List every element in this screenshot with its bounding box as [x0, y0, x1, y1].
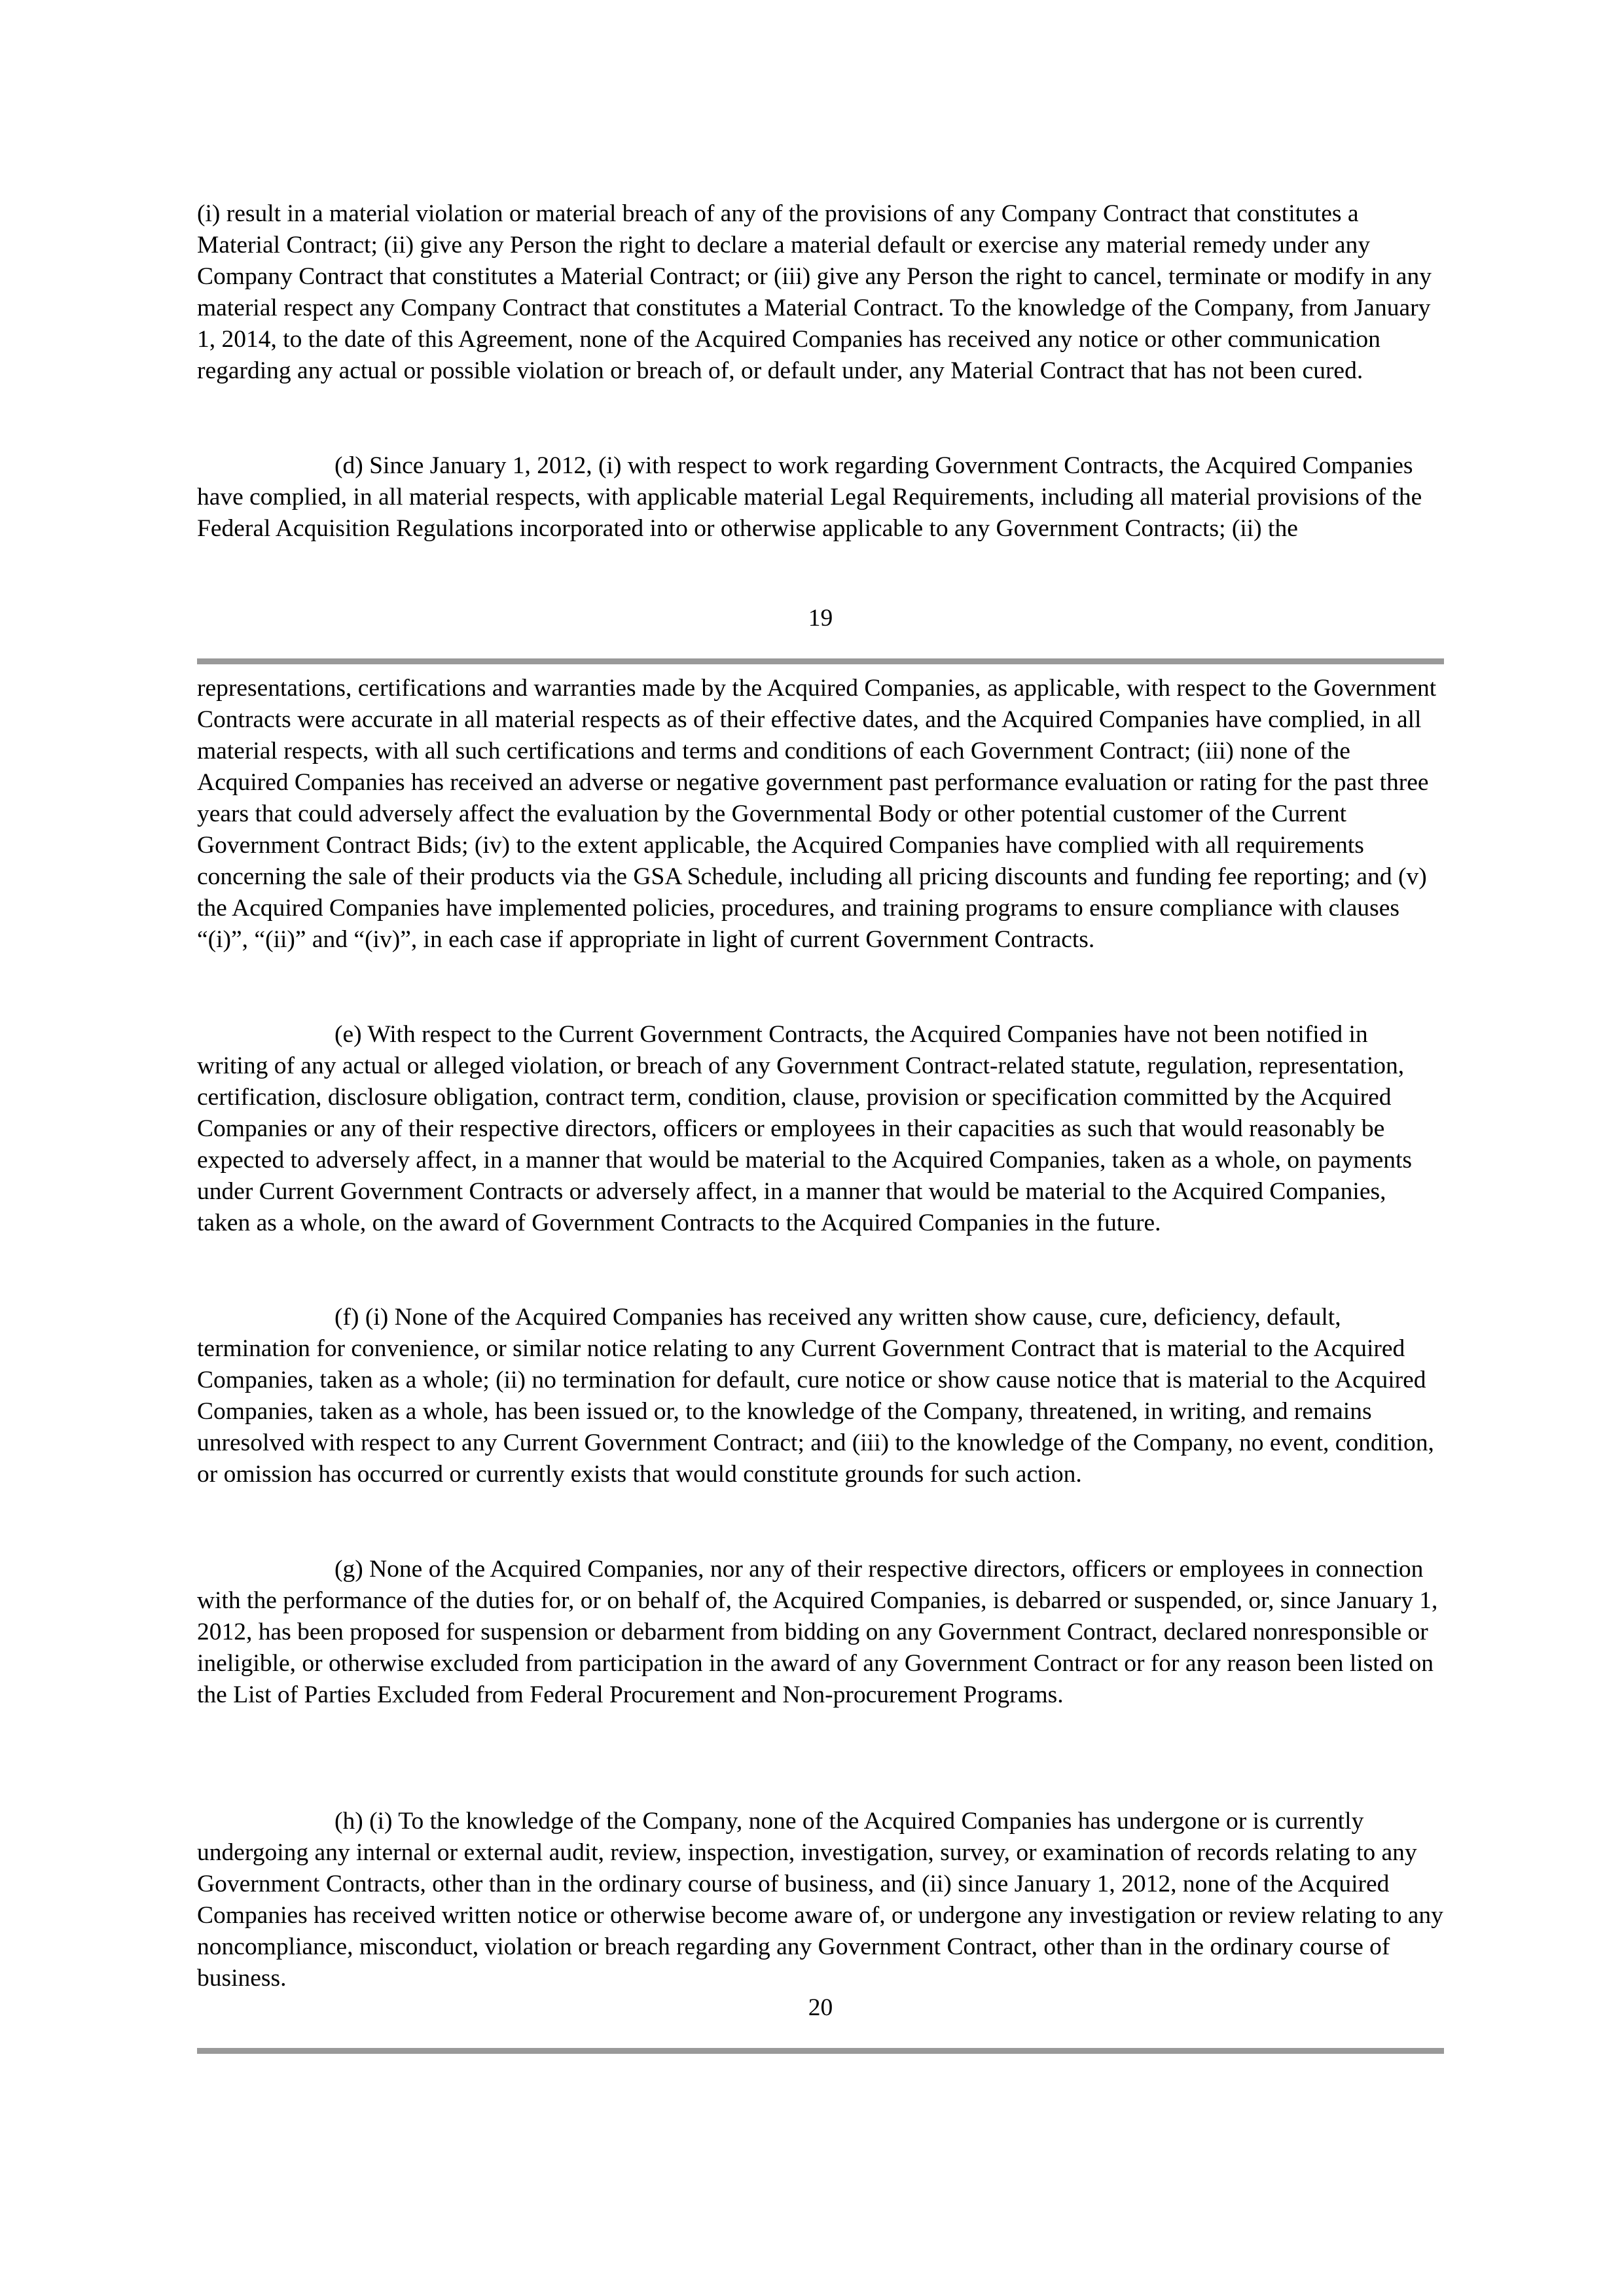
paragraph-d-continuation: representations, certifications and warranties made by the Acquired Companies, as applicable, with respect to the Government Contracts were accurate in all material respects as of their effective dates, and the Acquired Companies have complied, in all material respects, with all such certifications and terms and conditions of each Government Contract; (iii) none of the Acquired Companies has received an adverse or negative government past performance evaluation or rating for the past three years that could adversely affect the evaluation by the Governmental Body or other potential customer of the Current Government Contract Bids; (iv) to the extent applicable, the Acquired Companies have complied with all requirements concerning the sale of their products via the GSA Schedule, including all pricing discounts and funding fee reporting; and (v) the Acquired Companies have implemented policies, procedures, and training programs to ensure compliance with clauses “(i)”, “(ii)” and “(iv)”, in each case if appropriate in light of current Government Contracts. — [197, 675, 1437, 953]
paragraph-d: (d) Since January 1, 2012, (i) with respect to work regarding Government Contracts, the Acquired Companies have complied, in all material respects, with applicable material Legal Requirements, including all material provisions of the Federal Acquisition Regulations incorporated into or otherwise applicable to any Government Contracts; (ii) the — [197, 452, 1422, 542]
paragraph-h: (h) (i) To the knowledge of the Company, none of the Acquired Companies has undergone or is currently undergoing any internal or external audit, review, inspection, investigation, survey, or examination of records relating to any Government Contracts, other than in the ordinary course of business, and (ii) since January 1, 2012, none of the Acquired Companies has received written notice or otherwise become aware of, or undergone any investigation or review relating to any noncompliance, misconduct, violation or breach regarding any Government Contract, other than in the ordinary course of business. — [197, 1808, 1443, 1992]
paragraph-f: (f) (i) None of the Acquired Companies has received any written show cause, cure, deficiency, default, termination for convenience, or similar notice relating to any Current Government Contract that is material to the Acquired Companies, taken as a whole; (ii) no termination for default, cure notice or show cause notice that is material to the Acquired Companies, taken as a whole, has been issued or, to the knowledge of the Company, threatened, in writing, and remains unresolved with respect to any Current Government Contract; and (iii) to the knowledge of the Company, no event, condition, or omission has occurred or currently exists that would constitute grounds for such action. — [197, 1304, 1434, 1488]
paragraph-g: (g) None of the Acquired Companies, nor any of their respective directors, officers or employees in connection with the performance of the duties for, or on behalf of, the Acquired Companies, is debarred or suspended, or, since January 1, 2012, has been proposed for suspension or debarment from bidding on any Government Contract, declared nonresponsible or ineligible, or otherwise excluded from participation in the award of any Government Contract or for any reason been listed on the List of Parties Excluded from Federal Procurement and Non-procurement Programs. — [197, 1556, 1438, 1708]
page-number: 20 — [808, 1994, 833, 2021]
paragraph-c-continuation: (i) result in a material violation or material breach of any of the provisions of any Company Contract that constitutes a Material Contract; (ii) give any Person the right to declare a material default or exercise any material remedy under any Company Contract that constitutes a Material Contract; or (iii) give any Person the right to cancel, terminate or modify in any material respect any Company Contract that constitutes a Material Contract. To the knowledge of the Company, from January 1, 2014, to the date of this Agreement, none of the Acquired Companies has received any notice or other communication regarding any actual or possible violation or breach of, or default under, any Material Contract that has not been cured. — [197, 200, 1432, 384]
page-break-rule — [197, 658, 1444, 664]
page-break-rule — [197, 2048, 1444, 2054]
paragraph-e: (e) With respect to the Current Government Contracts, the Acquired Companies have not been notified in writing of any actual or alleged violation, or breach of any Government Contract-related statute, regulation, representation, certification, disclosure obligation, contract term, condition, clause, provision or specification committed by the Acquired Companies or any of their respective directors, officers or employees in their capacities as such that would reasonably be expected to adversely affect, in a manner that would be material to the Acquired Companies, taken as a whole, on payments under Current Government Contracts or adversely affect, in a manner that would be material to the Acquired Companies, taken as a whole, on the award of Government Contracts to the Acquired Companies in the future. — [197, 1021, 1412, 1236]
page-number: 19 — [808, 605, 833, 632]
